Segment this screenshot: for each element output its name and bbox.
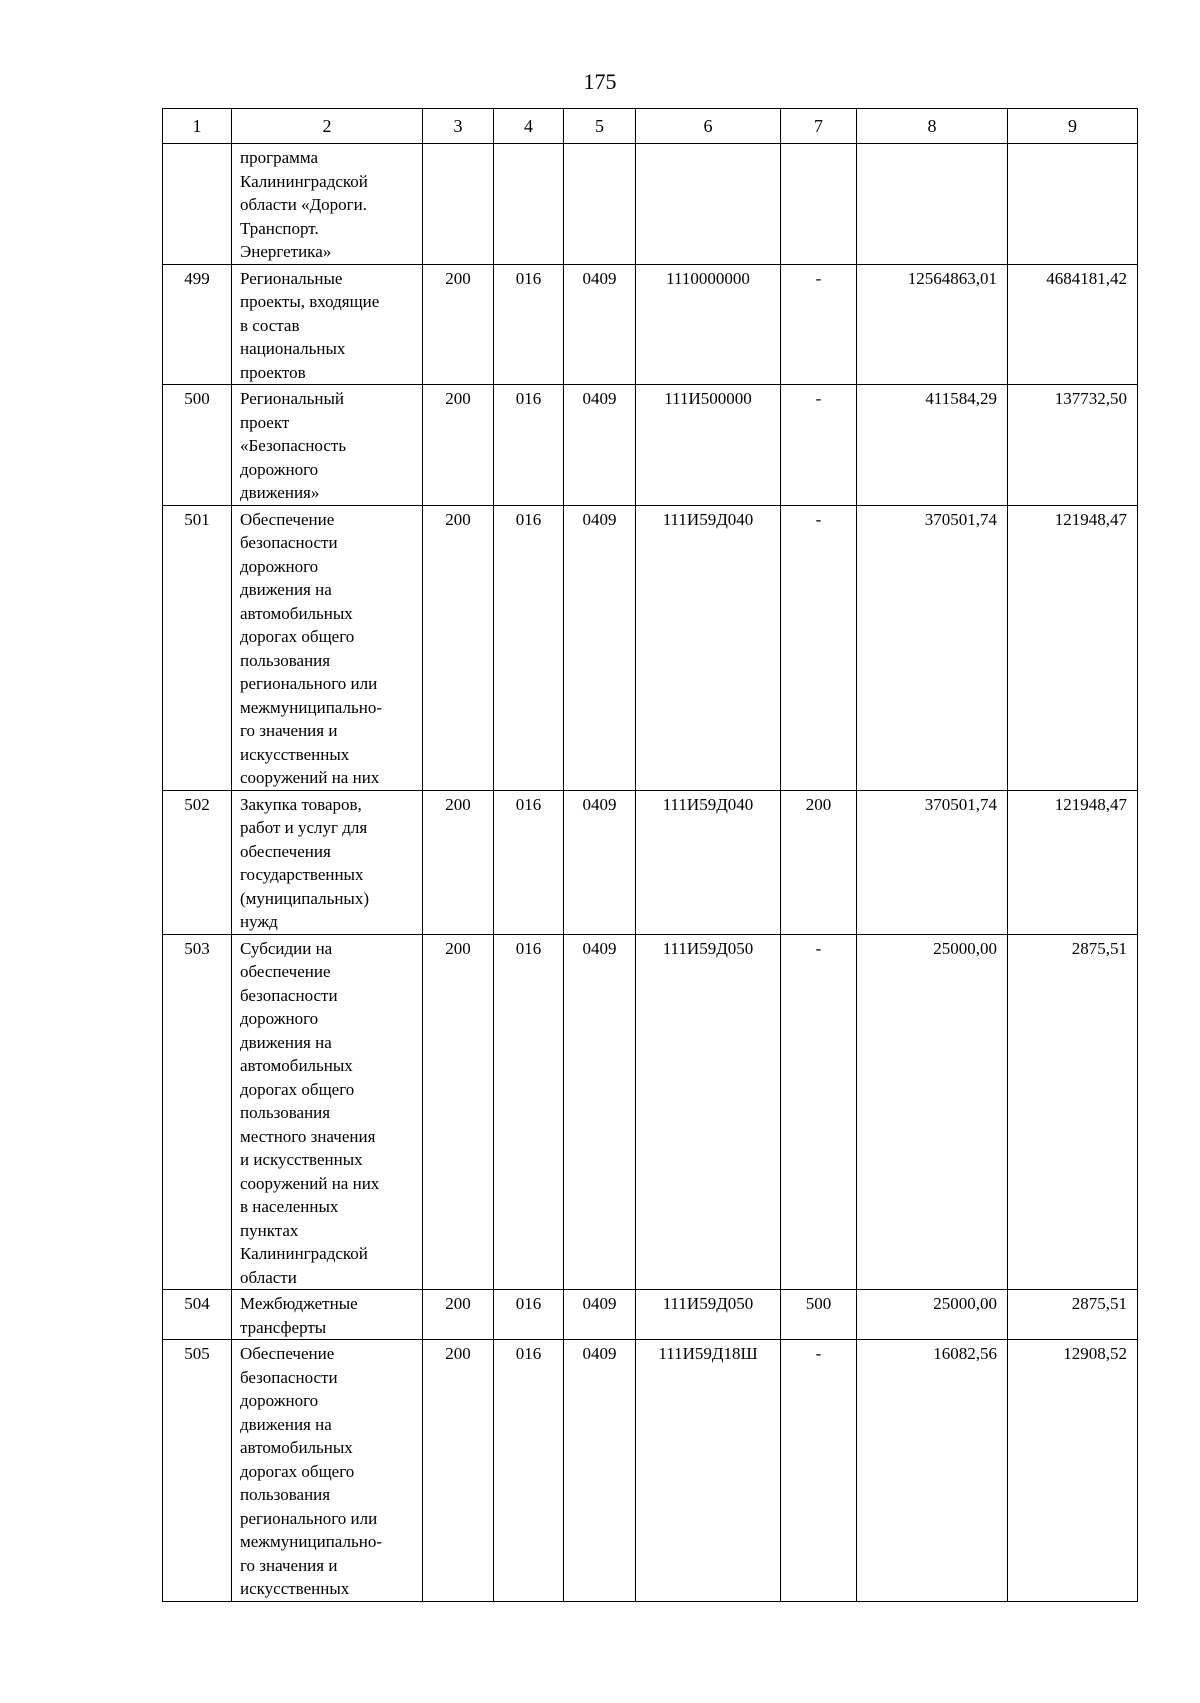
item-name-line: трансферты xyxy=(240,1317,327,1337)
column-header-2: 2 xyxy=(232,109,423,144)
item-name xyxy=(232,935,422,1290)
item-name-line: в населенных xyxy=(240,1197,339,1216)
row-number xyxy=(163,144,231,146)
ministry-code-cell xyxy=(494,144,564,265)
item-name xyxy=(232,1340,422,1601)
item-name-line: работ и услуг для xyxy=(240,818,368,837)
item-name-line: Обеспечение xyxy=(240,509,335,529)
planned-amount-cell xyxy=(857,385,1008,506)
item-name-line: дорожного xyxy=(240,1391,319,1410)
planned-amount-value: 25000,00 xyxy=(933,1294,997,1313)
section-code-value: 0409 xyxy=(582,389,617,408)
ministry-code-value: 016 xyxy=(515,1294,542,1313)
ministry-code-value: 016 xyxy=(515,268,542,288)
expense-type-value: - xyxy=(815,268,822,288)
row-number: 501 xyxy=(184,509,210,529)
column-header-8: 8 xyxy=(857,109,1008,144)
ministry-code-value xyxy=(494,144,563,146)
item-name-line: пунктах xyxy=(240,1220,299,1240)
item-name xyxy=(232,791,422,934)
table-body xyxy=(163,144,1138,1602)
row-number-cell xyxy=(163,790,232,934)
ministry-code-cell xyxy=(494,934,564,1290)
item-name xyxy=(232,506,422,790)
target-article-cell xyxy=(636,144,781,265)
row-number-cell xyxy=(163,934,232,1290)
expense-type-cell xyxy=(781,385,857,506)
item-name-line: Энергетика» xyxy=(240,242,332,261)
ministry-code-value: 016 xyxy=(515,389,542,408)
table-row xyxy=(163,144,1138,265)
column-header-9: 9 xyxy=(1008,109,1138,144)
executed-amount-cell xyxy=(1008,144,1138,265)
section-code-value: 0409 xyxy=(582,268,617,288)
row-number: 504 xyxy=(184,1294,210,1313)
column-header-4: 4 xyxy=(494,109,564,144)
budget-code-value: 200 xyxy=(445,938,471,958)
item-name-line: Калининградской xyxy=(240,171,368,191)
item-name-line: дорожного xyxy=(240,459,319,479)
target-article-value: 111И500000 xyxy=(664,389,752,408)
target-article-value: 111И59Д050 xyxy=(662,1294,754,1313)
section-code-cell xyxy=(564,505,636,790)
row-number-cell xyxy=(163,1290,232,1340)
item-name-line: области xyxy=(240,1267,297,1287)
section-code-cell xyxy=(564,144,636,265)
budget-code-cell xyxy=(423,1340,494,1602)
item-name xyxy=(232,385,422,505)
item-name-line: области «Дороги. xyxy=(240,195,367,214)
expense-type-value xyxy=(781,144,856,146)
item-name-line: Калининградской xyxy=(240,1244,368,1263)
item-name-line: дорожного xyxy=(240,556,319,576)
executed-amount-cell xyxy=(1008,934,1138,1290)
executed-amount-cell xyxy=(1008,1340,1138,1602)
item-name-line: государственных xyxy=(240,865,364,884)
item-name-cell xyxy=(232,934,423,1290)
section-code-cell xyxy=(564,790,636,934)
item-name-line: искусственных xyxy=(240,1579,350,1598)
planned-amount-cell xyxy=(857,264,1008,385)
row-number: 505 xyxy=(184,1344,210,1363)
expense-type-cell xyxy=(781,144,857,265)
section-code-value: 0409 xyxy=(582,794,617,814)
item-name-line: дорогах общего xyxy=(240,627,355,646)
budget-code-value xyxy=(423,144,493,146)
item-name-line: пользования xyxy=(240,1485,331,1504)
row-number-cell xyxy=(163,144,232,265)
section-code-value: 0409 xyxy=(582,509,617,529)
budget-code-cell xyxy=(423,144,494,265)
item-name-line: в состав xyxy=(240,315,300,335)
header-row xyxy=(163,109,1138,144)
executed-amount-value: 12908,52 xyxy=(1063,1344,1127,1363)
executed-amount-value: 121948,47 xyxy=(1054,794,1127,814)
item-name-line: движения на xyxy=(240,1414,332,1434)
item-name-line: Региональный xyxy=(240,389,344,408)
item-name-cell xyxy=(232,1340,423,1602)
item-name-line: регионального или xyxy=(240,1508,378,1528)
budget-code-value: 200 xyxy=(445,1294,471,1313)
expense-type-cell xyxy=(781,264,857,385)
expense-type-cell xyxy=(781,790,857,934)
item-name-line: Обеспечение xyxy=(240,1344,335,1363)
table-row xyxy=(163,934,1138,1290)
row-number-cell xyxy=(163,264,232,385)
item-name-cell xyxy=(232,385,423,506)
item-name-line: безопасности xyxy=(240,985,338,1005)
section-code-cell xyxy=(564,264,636,385)
executed-amount-value: 121948,47 xyxy=(1054,509,1127,529)
executed-amount-value: 2875,51 xyxy=(1071,938,1127,958)
item-name-line: движения» xyxy=(240,483,320,502)
budget-code-value: 200 xyxy=(445,389,471,408)
column-header-3: 3 xyxy=(423,109,494,144)
item-name-line: проект xyxy=(240,412,290,432)
planned-amount-value: 411584,29 xyxy=(925,389,997,408)
item-name xyxy=(232,144,422,264)
planned-amount-cell xyxy=(857,505,1008,790)
item-name-line: пользования xyxy=(240,1103,331,1122)
target-article-cell xyxy=(636,264,781,385)
column-header-6: 6 xyxy=(636,109,781,144)
budget-code-cell xyxy=(423,264,494,385)
expense-type-value: - xyxy=(815,389,822,408)
ministry-code-cell xyxy=(494,264,564,385)
executed-amount-value: 137732,50 xyxy=(1054,389,1127,408)
item-name-line: межмуниципально- xyxy=(240,1532,382,1551)
column-header-7: 7 xyxy=(781,109,857,144)
target-article-value: 1110000000 xyxy=(666,268,750,288)
table-row xyxy=(163,264,1138,385)
budget-code-cell xyxy=(423,505,494,790)
ministry-code-value: 016 xyxy=(515,1344,542,1363)
item-name-line: нужд xyxy=(240,912,278,931)
ministry-code-cell xyxy=(494,790,564,934)
item-name-line: Субсидии на xyxy=(240,938,333,958)
table-row xyxy=(163,1340,1138,1602)
section-code-value: 0409 xyxy=(582,1344,617,1363)
ministry-code-value: 016 xyxy=(515,794,542,814)
executed-amount-cell xyxy=(1008,505,1138,790)
section-code-value xyxy=(564,144,635,146)
section-code-cell xyxy=(564,1340,636,1602)
executed-amount-cell xyxy=(1008,264,1138,385)
expense-type-value: - xyxy=(815,938,822,958)
planned-amount-value xyxy=(857,144,1007,146)
row-number-cell xyxy=(163,385,232,506)
expense-type-value: 500 xyxy=(805,1294,832,1313)
planned-amount-cell xyxy=(857,1340,1008,1602)
item-name-line: Межбюджетные xyxy=(240,1294,358,1313)
planned-amount-value: 25000,00 xyxy=(933,938,997,958)
budget-code-value: 200 xyxy=(445,794,471,814)
item-name-line: Транспорт. xyxy=(240,218,319,238)
planned-amount-cell xyxy=(857,1290,1008,1340)
target-article-cell xyxy=(636,790,781,934)
executed-amount-value xyxy=(1008,144,1137,146)
item-name-line: дорогах общего xyxy=(240,1079,355,1099)
budget-code-cell xyxy=(423,790,494,934)
budget-code-value: 200 xyxy=(445,509,471,529)
item-name-cell xyxy=(232,790,423,934)
item-name-line: проекты, входящие xyxy=(240,292,380,311)
target-article-cell xyxy=(636,1340,781,1602)
budget-table xyxy=(162,108,1138,1602)
item-name-line: го значения и xyxy=(240,1555,338,1575)
item-name-line: Закупка товаров, xyxy=(240,794,362,814)
section-code-value: 0409 xyxy=(582,1294,617,1313)
item-name-line: межмуниципально- xyxy=(240,697,382,717)
target-article-cell xyxy=(636,505,781,790)
target-article-cell xyxy=(636,934,781,1290)
item-name-line: автомобильных xyxy=(240,603,353,623)
item-name-cell xyxy=(232,264,423,385)
item-name-line: автомобильных xyxy=(240,1056,353,1075)
target-article-value: 111И59Д040 xyxy=(662,509,754,529)
table-row xyxy=(163,385,1138,506)
ministry-code-cell xyxy=(494,1340,564,1602)
ministry-code-value: 016 xyxy=(515,938,542,958)
item-name-line: дорогах общего xyxy=(240,1461,355,1481)
ministry-code-value: 016 xyxy=(515,509,542,529)
item-name-line: безопасности xyxy=(240,533,338,552)
section-code-cell xyxy=(564,1290,636,1340)
item-name-cell xyxy=(232,505,423,790)
column-header-5: 5 xyxy=(564,109,636,144)
target-article-value: 111И59Д050 xyxy=(662,938,754,958)
executed-amount-value: 4684181,42 xyxy=(1046,268,1127,288)
target-article-cell xyxy=(636,1290,781,1340)
budget-code-cell xyxy=(423,385,494,506)
expense-type-value: 200 xyxy=(805,794,832,814)
row-number: 502 xyxy=(184,794,210,814)
table-row xyxy=(163,1290,1138,1340)
table-row xyxy=(163,790,1138,934)
ministry-code-cell xyxy=(494,385,564,506)
expense-type-cell xyxy=(781,1290,857,1340)
item-name-line: движения на xyxy=(240,580,332,599)
item-name-line: обеспечения xyxy=(240,841,331,861)
executed-amount-cell xyxy=(1008,1290,1138,1340)
item-name-cell xyxy=(232,144,423,265)
target-article-value: 111И59Д18Ш xyxy=(658,1344,758,1363)
item-name-line: программа xyxy=(240,148,319,167)
target-article-value: 111И59Д040 xyxy=(662,794,754,814)
item-name-line: безопасности xyxy=(240,1367,338,1387)
budget-code-value: 200 xyxy=(445,268,471,288)
row-number: 499 xyxy=(184,268,210,288)
item-name-line: сооружений на них xyxy=(240,1173,380,1193)
item-name-line: проектов xyxy=(240,362,306,382)
item-name-line: регионального или xyxy=(240,674,378,693)
ministry-code-cell xyxy=(494,505,564,790)
row-number-cell xyxy=(163,1340,232,1602)
executed-amount-cell xyxy=(1008,790,1138,934)
item-name-line: сооружений на них xyxy=(240,768,380,787)
expense-type-value: - xyxy=(815,509,822,529)
item-name-line: и искусственных xyxy=(240,1150,363,1169)
ministry-code-cell xyxy=(494,1290,564,1340)
item-name-line: национальных xyxy=(240,339,346,358)
expense-type-value: - xyxy=(815,1344,822,1363)
item-name-line: движения на xyxy=(240,1032,332,1052)
planned-amount-cell xyxy=(857,790,1008,934)
section-code-cell xyxy=(564,934,636,1290)
item-name-line: «Безопасность xyxy=(240,436,347,455)
item-name-line: дорожного xyxy=(240,1009,319,1028)
item-name-line: го значения и xyxy=(240,721,338,740)
executed-amount-value: 2875,51 xyxy=(1071,1294,1127,1313)
planned-amount-cell xyxy=(857,934,1008,1290)
row-number: 500 xyxy=(184,389,210,408)
page-number: 175 xyxy=(583,69,617,94)
budget-code-cell xyxy=(423,1290,494,1340)
column-header-1: 1 xyxy=(163,109,232,144)
item-name-line: автомобильных xyxy=(240,1438,353,1457)
item-name-line: обеспечение xyxy=(240,962,331,981)
item-name-cell xyxy=(232,1290,423,1340)
budget-code-cell xyxy=(423,934,494,1290)
item-name-line: (муниципальных) xyxy=(240,888,370,908)
target-article-cell xyxy=(636,385,781,506)
planned-amount-value: 12564863,01 xyxy=(907,268,997,288)
item-name-line: пользования xyxy=(240,650,331,670)
table-row xyxy=(163,505,1138,790)
expense-type-cell xyxy=(781,934,857,1290)
executed-amount-cell xyxy=(1008,385,1138,506)
section-code-cell xyxy=(564,385,636,506)
target-article-value xyxy=(636,144,780,146)
item-name xyxy=(232,1290,422,1339)
planned-amount-value: 16082,56 xyxy=(933,1344,997,1363)
row-number: 503 xyxy=(184,938,210,958)
item-name-line: местного значения xyxy=(240,1126,376,1146)
planned-amount-value: 370501,74 xyxy=(924,794,997,814)
row-number-cell xyxy=(163,505,232,790)
planned-amount-cell xyxy=(857,144,1008,265)
table-header xyxy=(163,109,1138,144)
item-name-line: искусственных xyxy=(240,744,350,764)
budget-code-value: 200 xyxy=(445,1344,471,1363)
item-name-line: Региональные xyxy=(240,268,343,288)
section-code-value: 0409 xyxy=(582,938,617,958)
expense-type-cell xyxy=(781,1340,857,1602)
planned-amount-value: 370501,74 xyxy=(924,509,997,529)
expense-type-cell xyxy=(781,505,857,790)
item-name xyxy=(232,265,422,385)
